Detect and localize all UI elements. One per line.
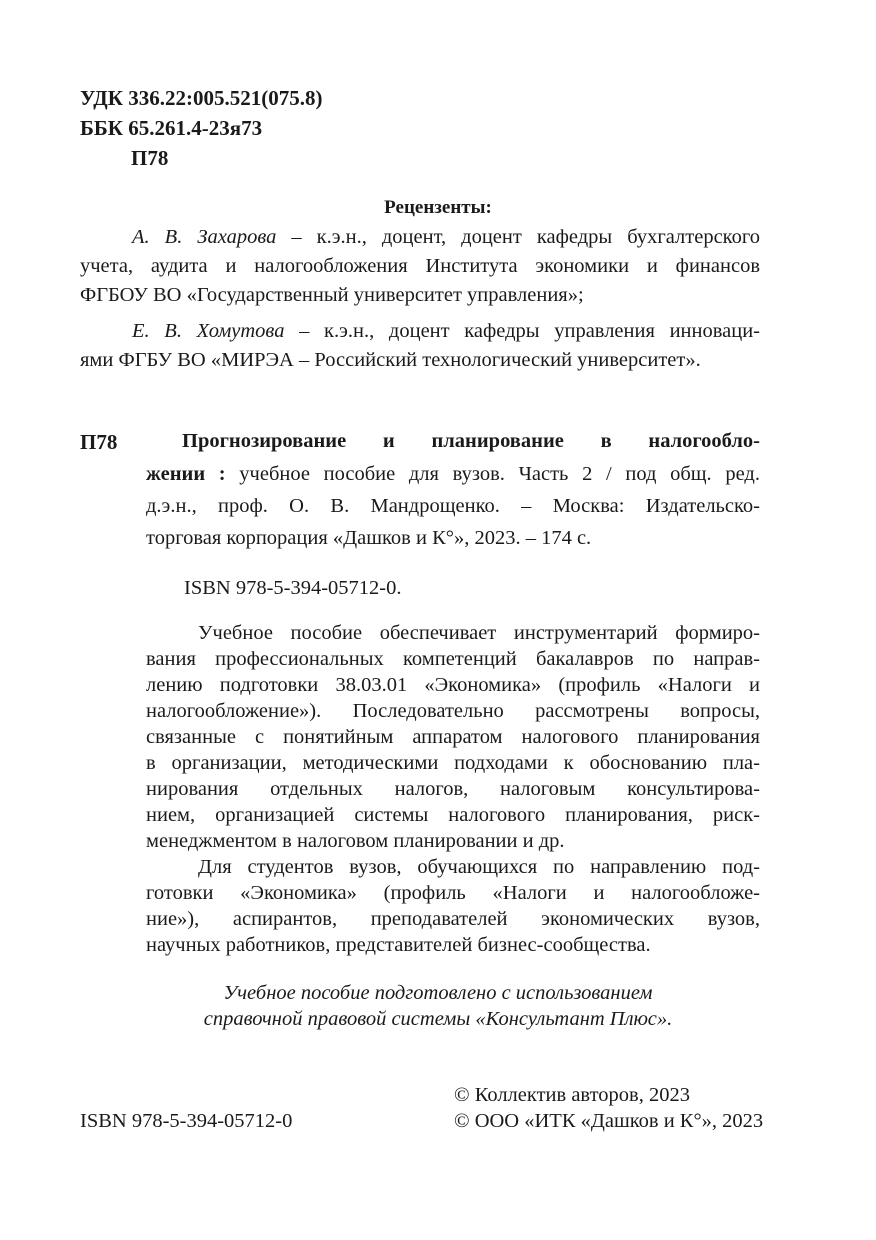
annot-p2-line-1: Для студентов вузов, обучающихся по направлению под- xyxy=(198,856,760,878)
annot-p1-line-1: Учебное пособие обеспечивает инструментарий формиро- xyxy=(198,622,760,644)
entry-line-4: торговая корпорация «Дашков и К°», 2023. – 174 с. xyxy=(146,527,592,549)
footer-isbn: ISBN 978-5-394-05712-0 xyxy=(80,1110,293,1132)
reviewer-2-line-2: ями ФГБУ ВО «МИРЭА – Российский технологический университет». xyxy=(80,349,701,371)
annot-p1-line-4: налогообложение»). Последовательно рассмотрены вопросы, xyxy=(146,700,760,722)
reviewer-1-line-1: А. В. Захарова – к.э.н., доцент, доцент кафедры бухгалтерского xyxy=(132,226,760,248)
reviewers-title: Рецензенты: xyxy=(384,197,492,218)
copyright-authors: © Коллектив авторов, 2023 xyxy=(454,1084,690,1106)
annot-p2-line-3: ние»), аспирантов, преподавателей экономических вузов, xyxy=(146,908,760,930)
copyright-publisher: © ООО «ИТК «Дашков и К°», 2023 xyxy=(454,1110,764,1132)
annot-p1-line-9: менеджментом в налоговом планировании и др. xyxy=(146,830,565,852)
bibliographic-entry xyxy=(146,430,760,550)
annot-p1-line-2: вания профессиональных компетенций бакалавров по направ- xyxy=(146,648,760,670)
entry-line-2: жении : учебное пособие для вузов. Часть 2 / под общ. ред. xyxy=(146,463,760,485)
reviewer-2-line-1: Е. В. Хомутова – к.э.н., доцент кафедры управления инноваци- xyxy=(132,320,761,342)
annot-p1-line-8: нием, организацией системы налогового планирования, риск- xyxy=(146,804,760,826)
entry-isbn: ISBN 978-5-394-05712-0. xyxy=(184,577,402,599)
consultant-note-line-1: Учебное пособие подготовлено с использованием xyxy=(223,982,653,1004)
reviewer-2 xyxy=(80,320,760,380)
reviewer-1 xyxy=(80,226,760,316)
reviewer-1-name: А. В. Захарова xyxy=(132,226,277,248)
reviewer-1-line-3: ФГБОУ ВО «Государственный университет управления»; xyxy=(80,284,584,306)
annot-p2-line-4: научных работников, представителей бизнес-сообщества. xyxy=(146,934,651,956)
annot-p1-line-5: связанные с понятийным аппаратом налогового планирования xyxy=(146,726,760,748)
entry-title-line-1: Прогнозирование и планирование в налогообло- xyxy=(182,430,760,452)
entry-title-end: жении : xyxy=(146,463,226,485)
entry-line-3: д.э.н., проф. О. В. Мандрощенко. – Москва: Издательско- xyxy=(146,495,760,517)
udk-code: УДК 336.22:005.521(075.8) xyxy=(80,86,323,110)
entry-code: П78 xyxy=(80,430,118,454)
author-sign: П78 xyxy=(131,146,169,170)
annot-p2-line-2: готовки «Экономика» (профиль «Налоги и налогообложе- xyxy=(146,882,760,904)
bbk-code: ББК 65.261.4-23я73 xyxy=(80,116,263,140)
annot-p1-line-3: лению подготовки 38.03.01 «Экономика» (профиль «Налоги и xyxy=(146,674,760,696)
annot-p1-line-6: в организации, методическими подходами к обоснованию пла- xyxy=(146,752,760,774)
reviewer-1-line-2: учета, аудита и налогообложения Института экономики и финансов xyxy=(80,255,760,277)
consultant-note-line-2: справочной правовой системы «Консультант Плюс». xyxy=(203,1008,673,1030)
annot-p1-line-7: нирования отдельных налогов, налоговым консультирова- xyxy=(146,778,760,800)
reviewer-2-name: Е. В. Хомутова xyxy=(132,320,285,342)
annotation xyxy=(146,622,760,962)
